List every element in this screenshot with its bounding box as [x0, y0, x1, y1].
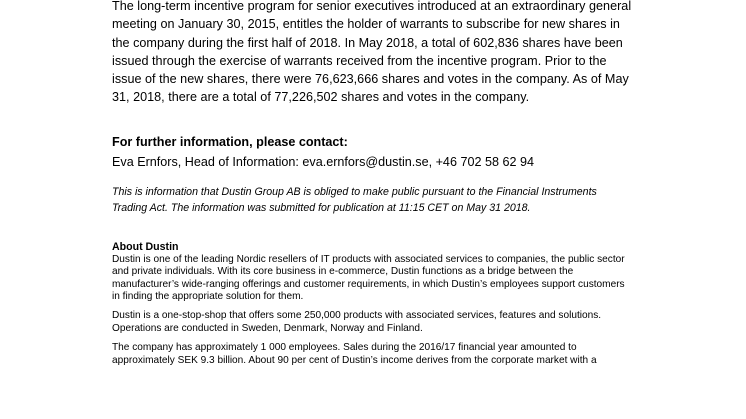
about-paragraph: The company has approximately 1 000 employees. Sales during the 2016/17 financial year amounted to approximately SEK 9.3 billion. About 90 per cent of Dustin’s income derives from the corporate market with a: [112, 342, 597, 366]
about-paragraph: Dustin is one of the leading Nordic resellers of IT products with associated services to companies, the public sector and private individuals. With its core business in e-commerce, Dustin functions as a bridge between the manufacturer’s wide-ranging offerings and customer requirements, in which Dustin’s employees support customers in finding the appropriate solution for them.: [112, 253, 625, 302]
document-page: [112, 0, 632, 374]
contact-heading: For further information, please contact:: [112, 134, 348, 149]
about-paragraph: Dustin is a one-stop-shop that offers some 250,000 products with associated services, features and solutions. Operations are conducted in Sweden, Denmark, Norway and Finland.: [112, 310, 602, 334]
disclaimer-text: This is information that Dustin Group AB is obliged to make public pursuant to the Financial Instruments Trading Act. The information was submitted for publication at 11:15 CET on May 31 2018.: [112, 185, 597, 214]
about-heading: About Dustin: [112, 240, 179, 253]
contact-details: Eva Ernfors, Head of Information: eva.ernfors@dustin.se, +46 702 58 62 94: [112, 154, 534, 169]
lead-paragraph: The long-term incentive program for senior executives introduced at an extraordinary general meeting on January 30, 2015, entitles the holder of warrants to subscribe for new shares in the company during the first half of 2018. In May 2018, a total of 602,836 shares have been issued through the exercise of warrants received from the incentive program. Prior to the issue of the new shares, there were 76,623,666 shares and votes in the company. As of May 31, 2018, there are a total of 77,226,502 shares and votes in the company.: [112, 0, 632, 105]
